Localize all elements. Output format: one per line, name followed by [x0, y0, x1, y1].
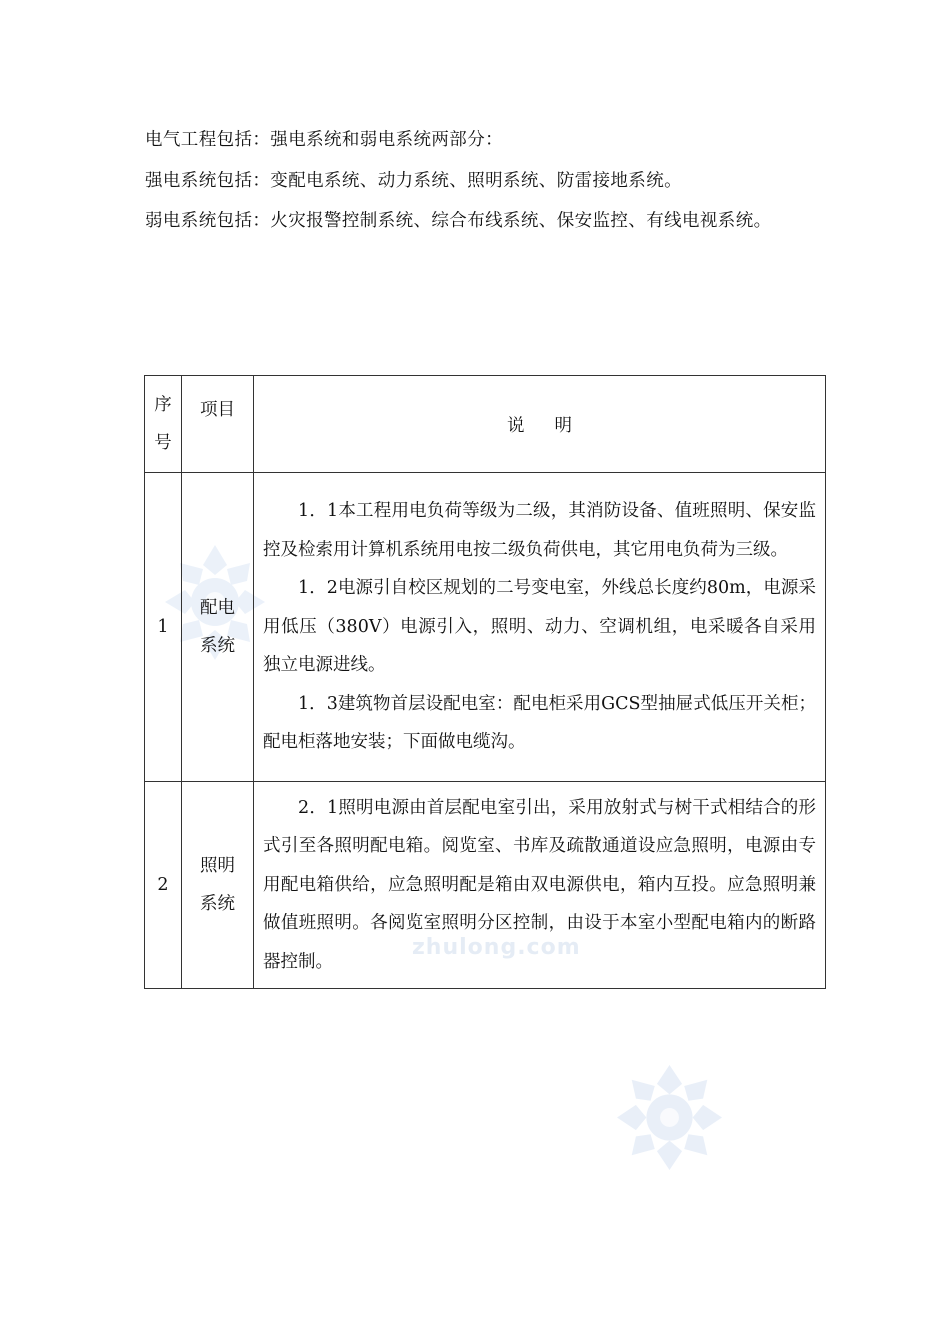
header-description: 说明	[254, 376, 826, 473]
description-paragraph: 2．1照明电源由首层配电室引出，采用放射式与树干式相结合的形式引至各照明配电箱。阅览室、书库及疏散通道设应急照明，电源由专用配电箱供给，应急照明配是箱由双电源供电，箱内互投。应急照明兼做值班照明。各阅览室照明分区控制，由设于本室小型配电箱内的断路器控制。	[263, 797, 816, 972]
watermark-logo-icon	[617, 1065, 722, 1170]
header-seq: 序 号	[145, 376, 182, 473]
intro-text	[145, 120, 772, 242]
row-seq: 1	[145, 473, 182, 782]
row-description	[254, 473, 826, 782]
row-seq: 2	[145, 782, 182, 989]
row-item: 照明 系统	[182, 782, 254, 989]
table-header-row	[145, 376, 826, 473]
intro-line: 电气工程包括：强电系统和弱电系统两部分：	[145, 130, 503, 150]
table-row	[145, 473, 826, 782]
spec-table	[144, 375, 826, 989]
description-paragraph: 1．3建筑物首层设配电室：配电柜采用GCS型抽屉式低压开关柜；配电柜落地安装；下面做电缆沟。	[263, 693, 816, 753]
intro-line: 强电系统包括：变配电系统、动力系统、照明系统、防雷接地系统。	[145, 170, 682, 191]
description-paragraph: 1．2电源引自校区规划的二号变电室，外线总长度约80m，电源采用低压（380V）电源引入，照明、动力、空调机组，电采暖各自采用独立电源进线。	[263, 578, 816, 676]
intro-line: 弱电系统包括：火灾报警控制系统、综合布线系统、保安监控、有线电视系统。	[145, 211, 772, 231]
header-item: 项目	[182, 376, 254, 473]
description-paragraph: 1．1本工程用电负荷等级为二级，其消防设备、值班照明、保安监控及检索用计算机系统用电按二级负荷供电，其它用电负荷为三级。	[263, 501, 816, 560]
row-item: 配电 系统	[182, 473, 254, 782]
watermark-text: zhulong.com	[412, 935, 581, 960]
